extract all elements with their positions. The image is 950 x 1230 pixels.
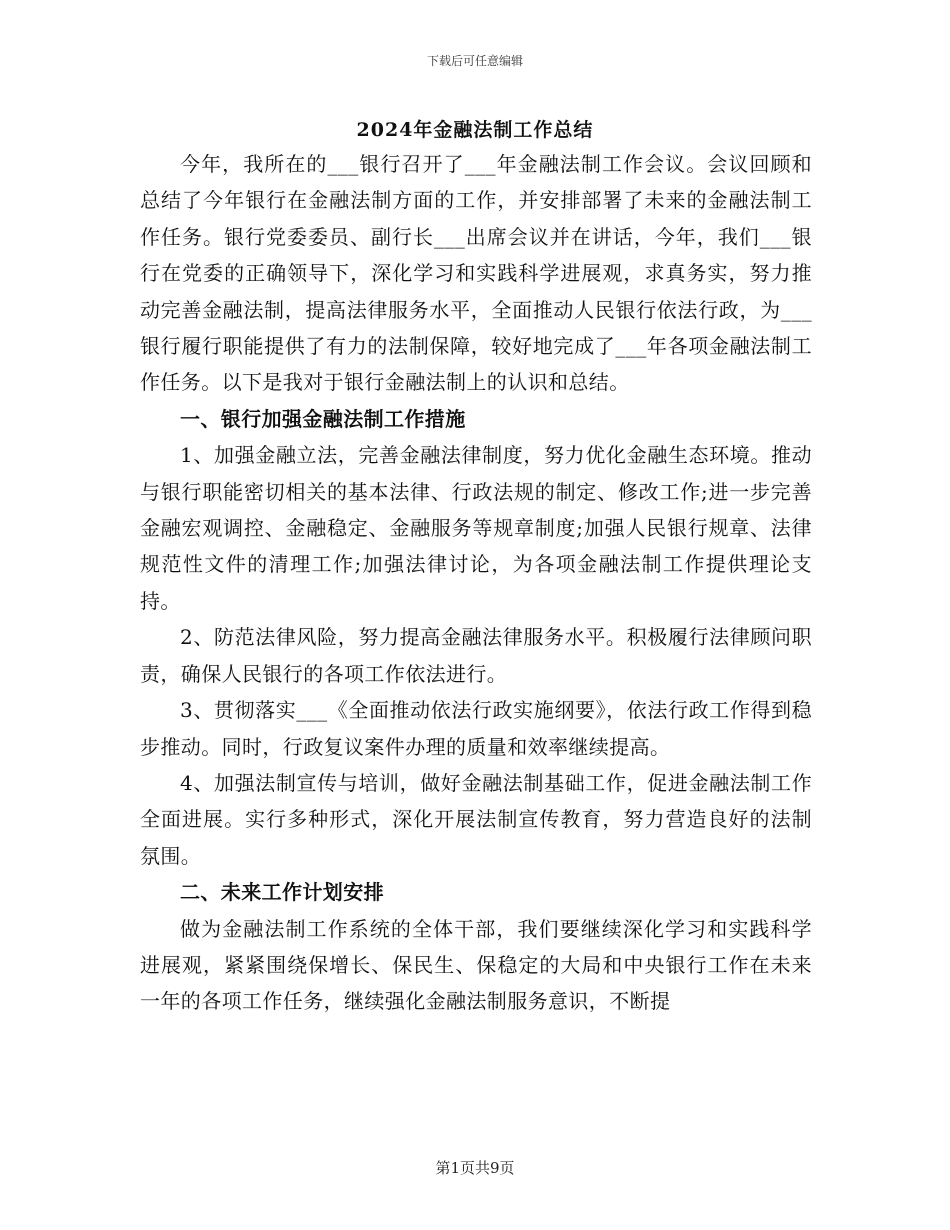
measure-item-2: 2、防范法律风险，努力提高金融法律服务水平。积极履行法律顾问职责，确保人民银行的各项工作依法进行。 — [140, 625, 812, 686]
document-body — [140, 146, 812, 1020]
measure-item-1: 1、加强金融立法，完善金融法律制度，努力优化金融生态环境。推动与银行职能密切相关的基本法律、行政法规的制定、修改工作;进一步完善金融宏观调控、金融稳定、金融服务等规章制度;加强人民银行规章、法律规范性文件的清理工作;加强法律讨论，为各项金融法制工作提供理论支持。 — [140, 443, 812, 613]
measure-item-3: 3、贯彻落实___《全面推动依法行政实施纲要》，依法行政工作得到稳步推动。同时，行政复议案件办理的质量和效率继续提高。 — [140, 698, 812, 759]
document-title: 2024年金融法制工作总结 — [356, 119, 594, 141]
measure-item-4: 4、加强法制宣传与培训，做好金融法制基础工作，促进金融法制工作全面进展。实行多种形式，深化开展法制宣传教育，努力营造良好的法制氛围。 — [140, 770, 812, 868]
section-heading-measures: 一、银行加强金融法制工作措施 — [180, 406, 466, 431]
plan-paragraph: 做为金融法制工作系统的全体干部，我们要继续深化学习和实践科学进展观，紧紧围绕保增长、保民生、保稳定的大局和中央银行工作在未来一年的各项工作任务，继续强化金融法制服务意识，不断提 — [140, 916, 812, 1014]
intro-paragraph: 今年，我所在的___银行召开了___年金融法制工作会议。会议回顾和总结了今年银行在金融法制方面的工作，并安排部署了未来的金融法制工作任务。银行党委委员、副行长___出席会议并在讲话，今年，我们___银行在党委的正确领导下，深化学习和实践科学进展观，求真务实，努力推动完善金融法制，提高法律服务水平，全面推动人民银行依法行政，为___银行履行职能提供了有力的法制保障，较好地完成了___年各项金融法制工作任务。以下是我对于银行金融法制上的认识和总结。 — [140, 152, 812, 395]
section-heading-plan: 二、未来工作计划安排 — [180, 880, 384, 905]
page-header-note: 下载后可任意编辑 — [426, 54, 523, 68]
page-number-footer: 第1页共9页 — [435, 1159, 515, 1177]
